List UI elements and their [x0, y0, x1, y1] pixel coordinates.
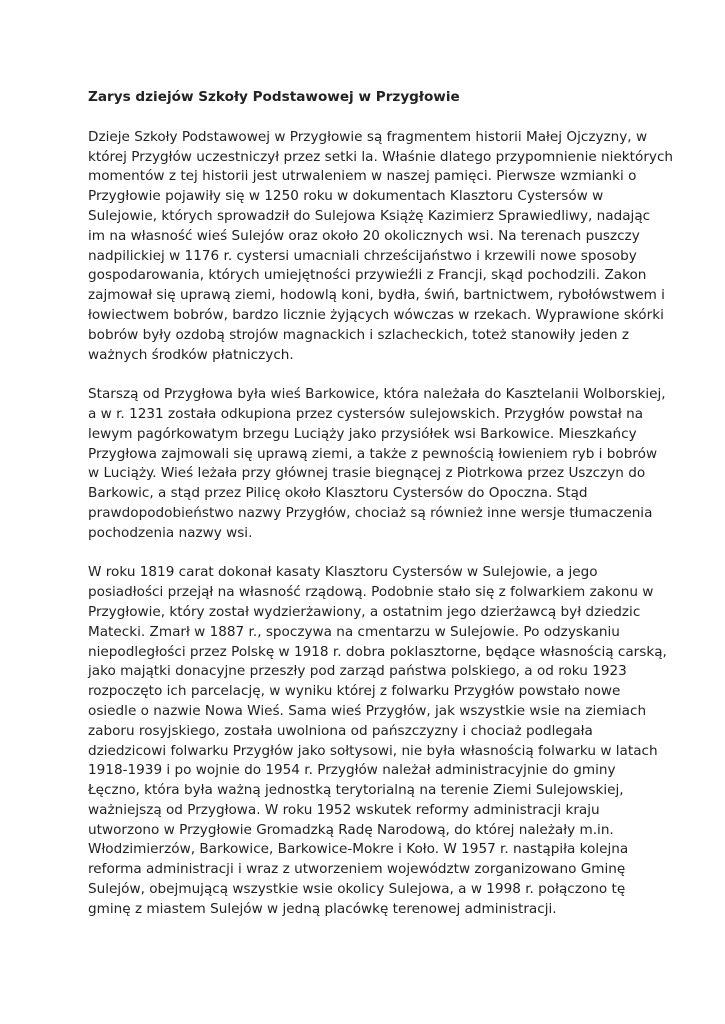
- text-line: łowiectwem bobrów, bardzo licznie żyjących wówczas w rzekach. Wyprawione skórki: [88, 306, 664, 323]
- text-line: 1918-1939 i po wojnie do 1954 r. Przygłów należał administracyjnie do gminy: [88, 762, 616, 779]
- text-line: Sulejowie, których sprowadził do Sulejowa Książę Kazimierz Sprawiedliwy, nadając: [88, 207, 651, 224]
- text-line: której Przygłów uczestniczył przez setki la. Właśnie dlatego przypomnienie niektórych: [88, 148, 674, 165]
- text-line: Włodzimierzów, Barkowice, Barkowice-Mokre i Koło. W 1957 r. nastąpiła kolejna: [88, 841, 629, 858]
- text-line: Starszą od Przygłowa była wieś Barkowice, która należała do Kasztelanii Wolborskiej,: [88, 386, 666, 403]
- text-line: nadpilickiej w 1176 r. cystersi umacniali chrześcijaństwo i krzewili nowe sposoby: [88, 247, 637, 264]
- text-line: zajmował się uprawą ziemi, hodowlą koni, bydła, świń, bartnictwem, rybołówstwem i: [88, 287, 665, 304]
- text-line: lewym pagórkowatym brzegu Luciąży jako przysiółek wsi Barkowice. Mieszkańcy: [88, 425, 637, 442]
- text-line: bobrów były ozdobą strojów magnackich i szlacheckich, toteż stanowiły jeden z: [88, 326, 629, 343]
- text-line: jako majątki donacyjne przeszły pod zarząd państwa polskiego, a od roku 1923: [88, 663, 627, 680]
- text-line: gminę z miastem Sulejów w jedną placówkę terenowej administracji.: [88, 900, 557, 917]
- text-line: a w r. 1231 została odkupiona przez cystersów sulejowskich. Przygłów powstał na: [88, 405, 644, 422]
- text-line: ważniejszą od Przygłowa. W roku 1952 wskutek reformy administracji kraju: [88, 801, 600, 818]
- text-line: osiedle o nazwie Nowa Wieś. Sama wieś Przygłów, jak wszystkie wsie na ziemiach: [88, 702, 647, 719]
- text-line: Dzieje Szkoły Podstawowej w Przygłowie są fragmentem historii Małej Ojczyzny, w: [88, 128, 648, 145]
- text-line: Przygłowie, który został wydzierżawiony, a ostatnim jego dzierżawcą był dziedzic: [88, 603, 641, 620]
- text-line: pochodzenia nazwy wsi.: [88, 524, 253, 541]
- text-line: gospodarowania, których umiejętności przywieźli z Francji, skąd pochodzili. Zakon: [88, 267, 647, 284]
- text-line: w Luciąży. Wieś leżała przy głównej trasie biegnącej z Piotrkowa przez Uszczyn do: [88, 465, 646, 482]
- text-line: prawdopodobieństwo nazwy Przygłów, chociaż są również inne wersje tłumaczenia: [88, 504, 653, 521]
- text-line: W roku 1819 carat dokonał kasaty Klasztoru Cystersów w Sulejowie, a jego: [88, 564, 598, 581]
- document-body: [88, 128, 674, 920]
- text-line: Łęczno, która była ważną jednostką terytorialną na terenie Ziemi Sulejowskiej,: [88, 782, 624, 799]
- text-line: momentów z tej historii jest utrwaleniem w naszej pamięci. Pierwsze wzmianki o: [88, 168, 637, 185]
- text-line: Przygłowie pojawiły się w 1250 roku w dokumentach Klasztoru Cystersów w: [88, 188, 604, 205]
- text-line: rozpoczęto ich parcelację, w wyniku której z folwarku Przygłów powstało nowe: [88, 683, 621, 700]
- text-line: dziedzicowi folwarku Przygłów jako sołtysowi, nie była własnością folwarku w latach: [88, 742, 658, 759]
- paragraph-1: [88, 128, 674, 366]
- text-line: zaboru rosyjskiego, została uwolniona od pańszczyzny i chociaż podlegała: [88, 722, 593, 739]
- text-line: im na własność wieś Sulejów oraz około 20 okolicznych wsi. Na terenach puszczy: [88, 227, 640, 244]
- text-line: posiadłości przejął na własność rządową. Podobnie stało się z folwarkiem zakonu w: [88, 584, 654, 601]
- text-line: ważnych środków płatniczych.: [88, 346, 294, 363]
- text-line: utworzono w Przygłowie Gromadzką Radę Narodową, do której należały m.in.: [88, 821, 614, 838]
- document-title: Zarys dziejów Szkoły Podstawowej w Przygłowie: [88, 89, 460, 105]
- text-line: reforma administracji i wraz z utworzeniem województw zorganizowano Gminę: [88, 861, 626, 878]
- document-page: [88, 88, 674, 939]
- text-line: niepodległości przez Polskę w 1918 r. dobra poklasztorne, będące własnością carską,: [88, 643, 667, 660]
- text-line: Matecki. Zmarł w 1887 r., spoczywa na cmentarzu w Sulejowie. Po odzyskaniu: [88, 623, 620, 640]
- paragraph-3: [88, 563, 667, 919]
- text-line: Przygłowa zajmowali się uprawą ziemi, a także z pewnością łowieniem ryb i bobrów: [88, 445, 658, 462]
- text-line: Barkowic, a stąd przez Pilicę około Klasztoru Cystersów do Opoczna. Stąd: [88, 485, 588, 502]
- text-line: Sulejów, obejmującą wszystkie wsie okolicy Sulejowa, a w 1998 r. połączono tę: [88, 881, 626, 898]
- paragraph-2: [88, 385, 666, 543]
